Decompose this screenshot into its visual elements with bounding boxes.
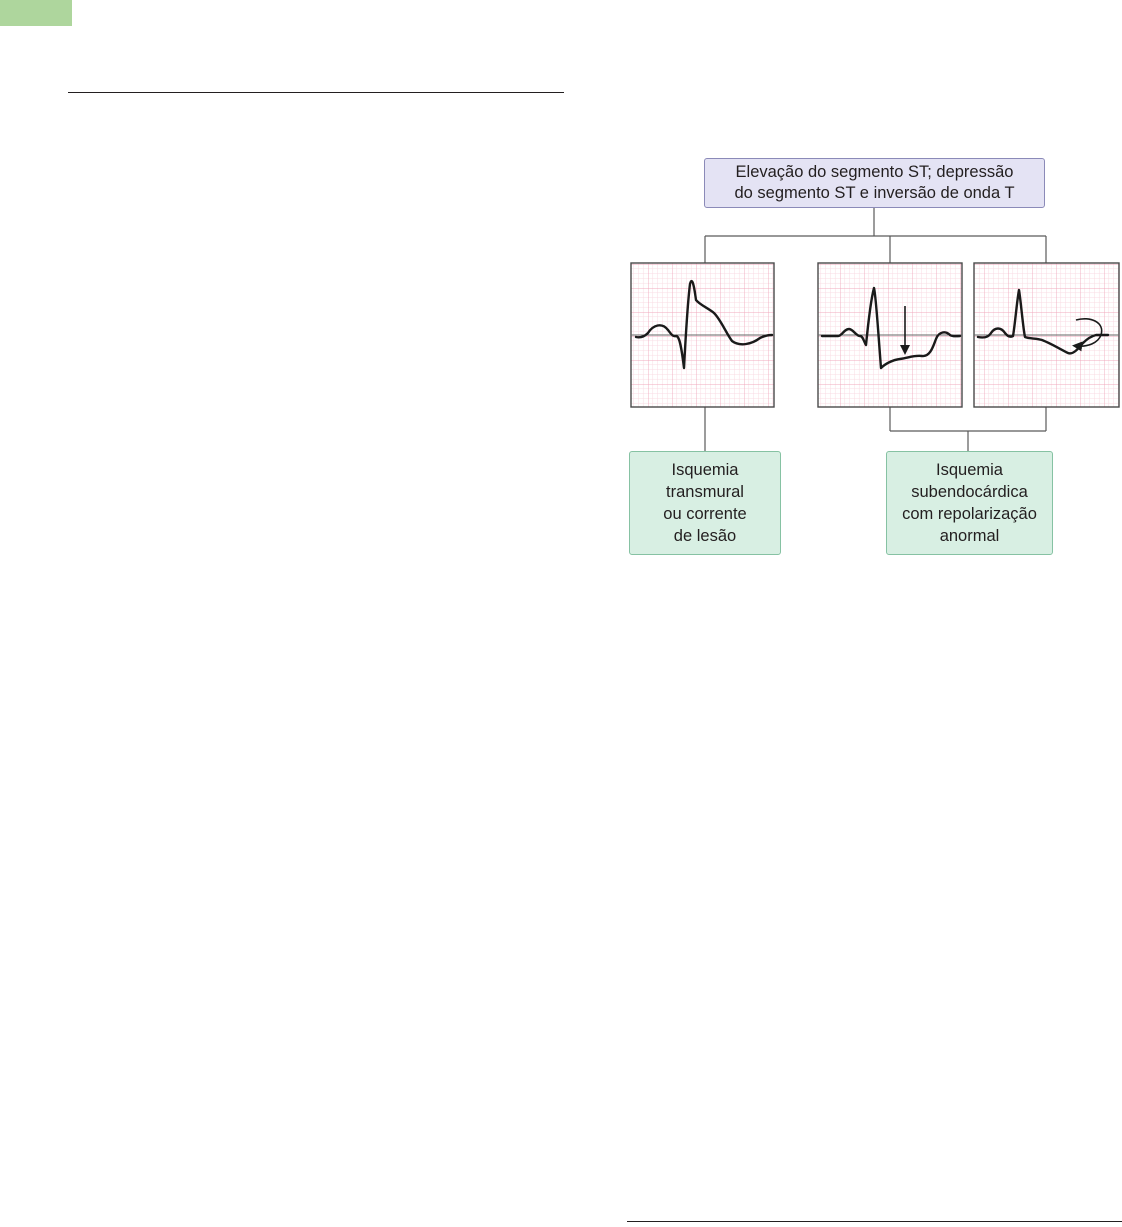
top-box-line-2: do segmento ST e inversão de onda T xyxy=(734,184,1015,202)
right-box-line-4: anormal xyxy=(939,527,1000,545)
left-box-line-3: ou corrente xyxy=(663,505,747,523)
top-box-line-1: Elevação do segmento ST; depressão xyxy=(735,163,1014,181)
ecg-panel-st-depression xyxy=(818,263,962,407)
left-box-line-1: Isquemia xyxy=(671,461,739,479)
ecg-panel-st-elevation xyxy=(631,263,774,407)
top-category-box xyxy=(704,158,1045,208)
right-box-line-1: Isquemia xyxy=(936,461,1003,479)
ecg-panel-t-wave-inversion xyxy=(974,263,1119,407)
right-box-line-2: subendocárdica xyxy=(911,483,1028,501)
left-box-line-2: transmural xyxy=(666,483,744,501)
right-box-line-3: com repolarização xyxy=(902,505,1037,523)
transmural-ischemia-box xyxy=(629,451,781,555)
left-box-line-4: de lesão xyxy=(673,527,737,545)
subendocardial-ischemia-box xyxy=(886,451,1053,555)
